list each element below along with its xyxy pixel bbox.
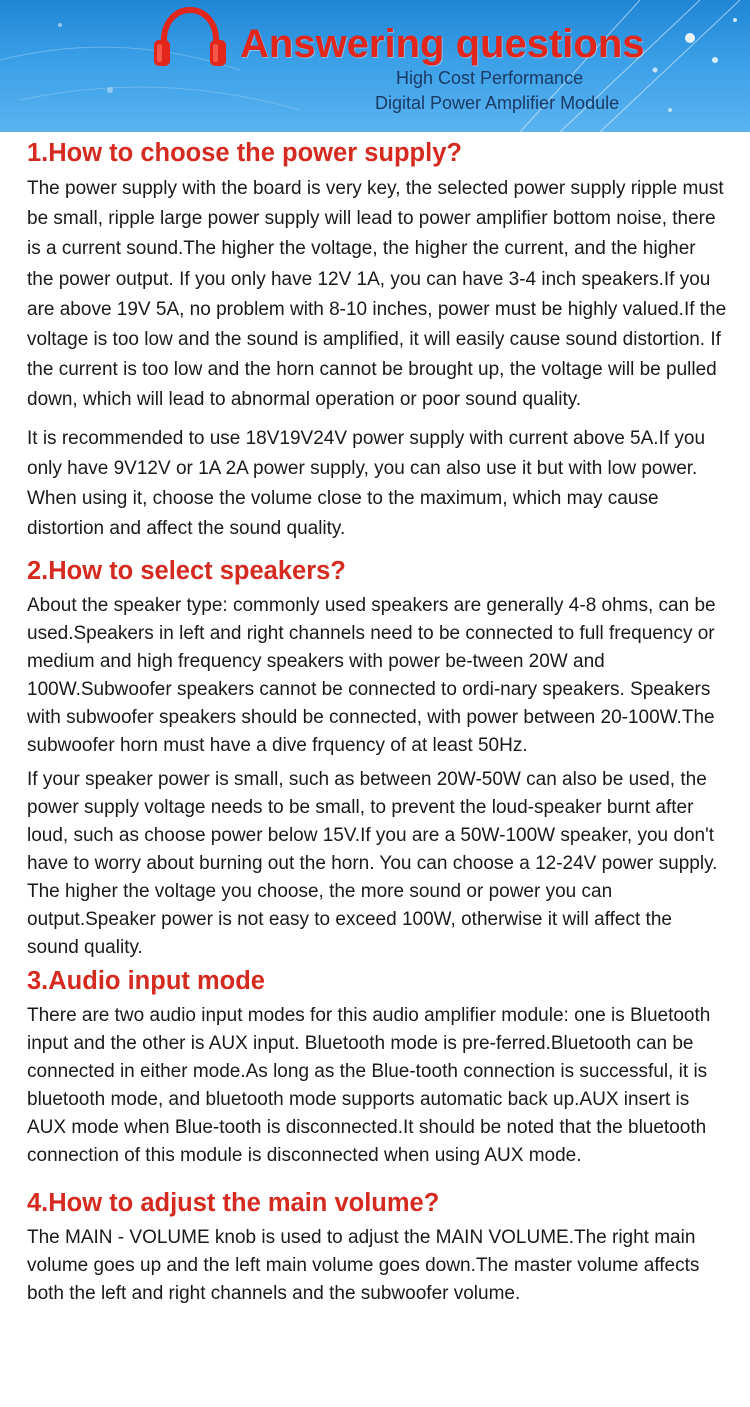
section-paragraph: About the speaker type: commonly used speakers are generally 4-8 ohms, can be used.Speakers in left and right channels need to be connected to full frequency or medium and high frequency speakers with power be-tween 20W and 100W.Subwoofer speakers cannot be connected to ordi-nary speakers. Speakers with subwoofer speakers should be connected, with power between 20-100W.The subwoofer horn must have a dive frquency of at least 50Hz. <box>27 595 716 757</box>
section-heading: 4.How to adjust the main volume? <box>27 1189 440 1218</box>
section-paragraph: It is recommended to use 18V19V24V power supply with current above 5A.If you only have 9V12V or 1A 2A power supply, you can also use it but with low power. When using it, choose the volume close to the maximum, which may cause distortion and affect the sound quality. <box>27 427 706 540</box>
header-banner <box>0 0 750 132</box>
faq-section-power-supply <box>27 136 727 544</box>
faq-section-speakers <box>27 554 727 962</box>
section-heading: 1.How to choose the power supply? <box>27 139 462 167</box>
section-paragraph: If your speaker power is small, such as between 20W-50W can also be used, the power supply voltage needs to be small, to prevent the loud-speaker burnt after loud, such as choose power below 15V.If you are a 50W-100W speaker, you don't have to worry about burning out the horn. You can choose a 12-24V power supply. The higher the voltage you choose, the more sound or power you can output.Speaker power is not easy to exceed 100W, otherwise it will affect the sound quality. <box>27 769 718 959</box>
section-paragraph: The MAIN - VOLUME knob is used to adjust the MAIN VOLUME.The right main volume goes up and the left main volume goes down.The master volume affects both the left and right channels and the subwoofer volume. <box>27 1227 700 1305</box>
header-subtitle-line2: Digital Power Amplifier Module <box>375 93 620 113</box>
header-subtitle-line1: High Cost Performance <box>396 68 584 88</box>
page-title: Answering questions <box>240 22 645 66</box>
headphones-icon <box>150 6 230 70</box>
faq-section-main-volume <box>27 1186 727 1308</box>
faq-section-audio-input <box>27 964 727 1170</box>
section-heading: 2.How to select speakers? <box>27 557 346 586</box>
section-heading: 3.Audio input mode <box>27 967 265 996</box>
section-paragraph: The power supply with the board is very key, the selected power supply ripple must be small, ripple large power supply will lead to power amplifier bottom noise, there is a current sound.The higher the voltage, the higher the current, and the higher the power output. If you only have 12V 1A, you can have 3-4 inch speakers.If you are above 19V 5A, no problem with 8-10 inches, power must be highly valued.If the voltage is too low and the sound is amplified, it will easily cause sound distortion. If the current is too low and the horn cannot be brought up, the voltage will be pulled down, which will lead to abnormal operation or poor sound quality. <box>27 178 727 411</box>
faq-content <box>27 134 727 1308</box>
section-paragraph: There are two audio input modes for this audio amplifier module: one is Bluetooth input and the other is AUX input. Bluetooth mode is pre-ferred.Bluetooth can be connected in either mode.As long as the Blue-tooth connection is successful, it is bluetooth mode, and bluetooth mode supports automatic back up.AUX insert is AUX mode when Blue-tooth is disconnected.It should be noted that the bluetooth connection of this module is disconnected when using AUX mode. <box>27 1005 711 1167</box>
